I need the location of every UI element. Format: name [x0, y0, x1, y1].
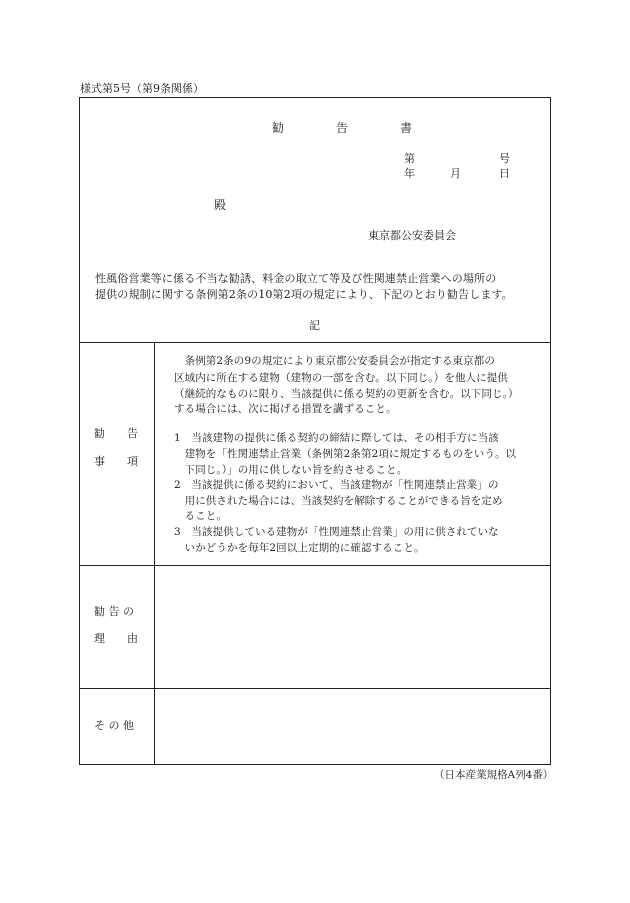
- recipient-honorific: 殿: [214, 198, 227, 212]
- recommendation-text-line: （継続的なものに限り、当該提供に係る契約の更新を含む。以下同じ。）: [174, 388, 519, 400]
- recommendation-item: 1 当該建物の提供に係る契約の締結に際しては、その相手方に当該: [174, 432, 499, 444]
- row-divider: [79, 565, 551, 566]
- date-month-label: 月: [450, 167, 461, 180]
- recommendation-item: いかどうかを毎年2回以上定期的に確認すること。: [174, 542, 425, 554]
- paper-size-note: （日本産業規格A列4番）: [434, 769, 554, 781]
- recommendation-text-line: 区域内に所在する建物（建物の一部を含む。以下同じ。）を他人に提供: [174, 372, 508, 384]
- number-prefix: 第: [404, 152, 415, 165]
- recommendation-item: 下同じ。）」の用に供しない旨を約させること。: [174, 464, 408, 476]
- number-suffix: 号: [499, 152, 510, 165]
- recommendation-item: ること。: [174, 510, 227, 522]
- reason-label-line2: 理 由: [94, 632, 138, 645]
- recommendation-text-line: 条例第2条の9の規定により東京都公安委員会が指定する東京都の: [174, 355, 495, 367]
- date-year-label: 年: [404, 167, 415, 180]
- intro-line: 提供の規制に関する条例第2条の10第2項の規定により、下記のとおり勧告します。: [95, 288, 513, 301]
- other-label: そ の 他: [94, 719, 134, 732]
- row-divider: [79, 688, 551, 689]
- form-number: 様式第5号（第9条関係）: [80, 82, 204, 95]
- recommendation-item: 3 当該提供している建物が「性関連禁止営業」の用に供されていな: [174, 526, 499, 538]
- reason-label-line1: 勧 告 の: [94, 605, 134, 618]
- recommendation-item: 用に供された場合には、当該契約を解除することができる旨を定め: [174, 495, 503, 507]
- document-title: 勧 告 書: [272, 121, 433, 135]
- date-day-label: 日: [499, 167, 510, 180]
- reason-field[interactable]: [170, 580, 540, 680]
- column-divider: [154, 342, 155, 765]
- recommendation-text-line: する場合には、次に掲げる措置を講ずること。: [174, 403, 397, 415]
- intro-line: 性風俗営業等に係る不当な勧誘、料金の取立て等及び性関連禁止営業への場所の: [95, 272, 497, 285]
- memo-label: 記: [309, 319, 320, 332]
- issuer-name: 東京都公安委員会: [368, 229, 456, 242]
- recommendation-label-line2: 事 項: [94, 455, 138, 468]
- recommendation-label-line1: 勧 告: [94, 427, 138, 440]
- table-top-border: [79, 342, 551, 343]
- other-field[interactable]: [170, 700, 540, 755]
- recommendation-item: 建物を「性関連禁止営業（条例第2条第2項に規定するものをいう。以: [174, 448, 517, 460]
- recommendation-item: 2 当該提供に係る契約において、当該建物が「性関連禁止営業」の: [174, 479, 499, 491]
